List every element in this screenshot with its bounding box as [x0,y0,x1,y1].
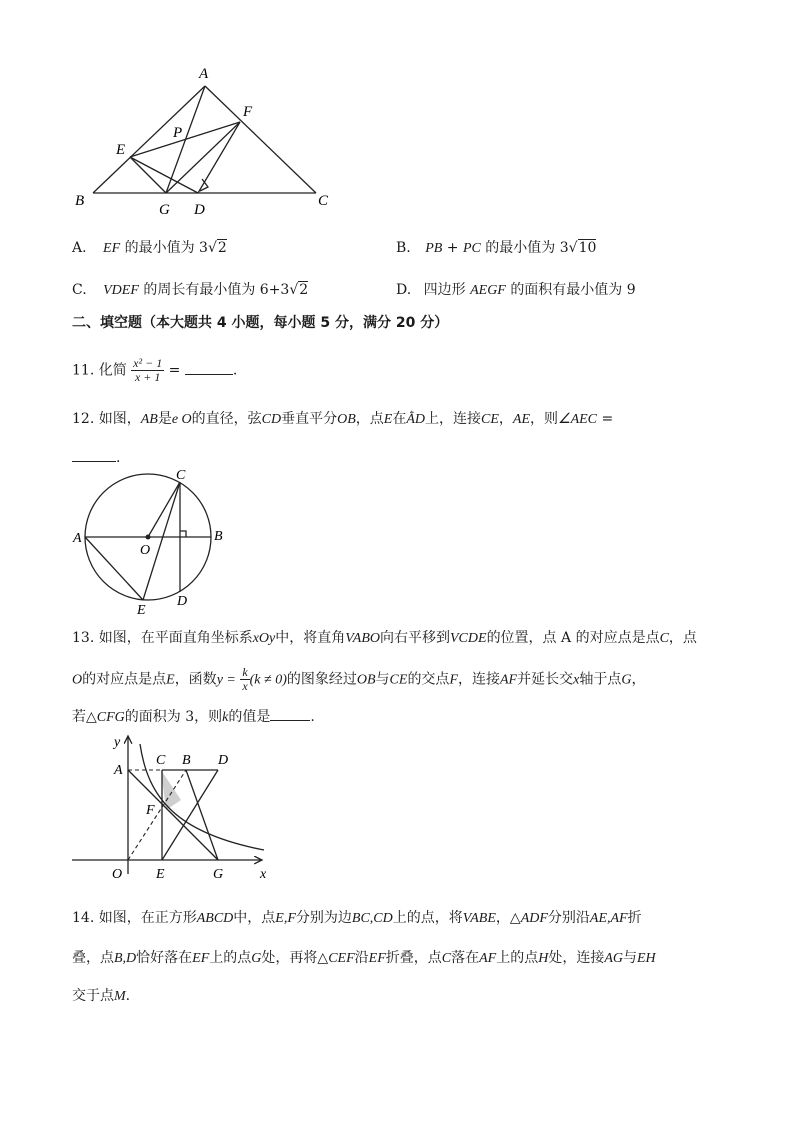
q12-var-ae: AE [512,412,531,427]
q13-text: 的对应点是点 [82,671,167,688]
q13-text: 如图，在平面直角坐标系 [98,630,253,646]
option-c-coef: 6+3 [259,282,290,298]
q12-var-ab: AB [140,412,158,427]
q14-var: M [114,989,126,1004]
q11-equals: = [168,362,181,379]
fig1-label-c: C [318,193,329,209]
fig2-label-d: D [177,594,188,609]
q13-text: 的面积为 3，则 [124,709,223,725]
fig2-label-e: E [137,603,146,616]
q13-text: ，函数 [174,671,217,688]
section-title: 二、填空题（本大题共 4 小题，每小题 5 分，满分 20 分） [72,315,449,331]
q14-var: EH [637,951,656,966]
q11-end: . [232,362,238,379]
option-d-var: AEGF [470,283,506,298]
option-a-var: EF [103,241,121,256]
q13-text: 的交点 [407,671,450,688]
fig1-label-a: A [199,66,209,82]
q12-text7: 上，连接 [425,411,482,427]
option-b [396,238,596,259]
option-d [396,280,636,301]
q12-equals: = [601,411,614,427]
q11-text: 化简 [98,362,127,379]
q12-var-angle: ∠AEC [558,412,598,427]
fig3-label-d: D [218,753,229,768]
q13-text: 与 [375,671,390,688]
q13-var: E [166,672,175,688]
q12-text9: ，则 [530,411,559,427]
fig1-label-e: E [116,142,126,158]
fig1-label-d: D [194,202,205,218]
q14-text: ，△ [495,910,521,926]
q12-var-circle: e O [171,412,192,427]
option-c-radicand: 2 [299,282,309,298]
option-d-text1: 四边形 [423,282,466,298]
q13-number: 13. [72,630,95,646]
option-c-var: VDEF [103,283,139,298]
q14-text: 分别为边 [295,910,352,926]
q14-var: BC,CD [351,911,393,926]
option-c-text: 的周长有最小值为 [143,282,256,298]
q13-text: 若△ [72,709,97,725]
q14-var: AF [479,951,497,966]
q12-text8: ， [498,411,513,427]
q11-denominator: x + 1 [134,370,161,384]
q14-var: C [441,951,452,966]
q12-var-e: E [383,412,393,427]
q13-var: k [222,710,229,725]
q13-text: 的值是 [228,709,271,725]
q13-text: 的图象经过 [286,671,357,688]
q13-var: (k ≠ 0) [249,672,287,688]
q12-answer-blank[interactable] [72,447,116,462]
q13-var: xOy [252,631,276,646]
q14-var: ADF [520,911,548,926]
q14-text: 落在 [451,950,480,966]
q14-text: 与 [623,950,637,966]
q13-text: 中，将直角 [275,630,346,646]
q14-var: E,F [275,911,296,926]
fig1-label-g: G [159,202,170,218]
q13-text: 轴于点 [579,671,622,688]
q12-number: 12. [72,411,95,427]
q14-text: 沿 [354,950,369,966]
q13-var: CE [389,672,408,688]
q12-text4: 垂直平分 [281,411,338,427]
figure-coordinate [66,728,280,888]
fig3-label-f: F [146,803,155,818]
q12-var-cd: CD [261,412,282,427]
q13-text: ，点 [668,630,697,646]
q14-var: EF [192,951,210,966]
q11-number: 11. [72,362,95,379]
fig1-label-p: P [173,125,183,141]
option-c-tag: C. [72,282,87,298]
q13-text: 向右平移到 [380,630,450,646]
option-a-tag: A. [72,240,87,256]
q14-text: 恰好落在 [136,950,193,966]
sqrt-icon: √ [207,240,217,256]
option-a-coef: 3 [199,240,208,256]
fig2-label-b: B [214,529,223,544]
q14-text: 折叠，点 [385,950,442,966]
q12-var-ce: CE [481,412,499,427]
question-13-line-2 [72,666,645,693]
sqrt-icon: √ [568,240,578,256]
q13-var: AF [500,672,518,688]
fig3-label-b: B [182,753,191,768]
q12-end: . [116,450,121,466]
q11-answer-blank[interactable] [185,360,233,375]
figure-circle [66,466,236,616]
q13-text: 并延长交 [517,671,574,688]
question-11 [72,357,237,384]
question-14-line-3 [72,986,130,1007]
fig1-label-f: F [243,104,253,120]
fig2-label-o: O [140,543,151,558]
q13-var: G [621,672,632,688]
q13-frac-num: k [242,665,248,679]
q12-text1: 如图， [98,411,141,427]
q13-var: VABO [345,631,380,646]
q13-var: OB [356,672,376,688]
q14-var: EF [368,951,386,966]
q14-var: ABCD [196,911,234,926]
option-b-op: + [446,240,459,256]
q13-text: 的位置，点 A 的对应点是点 [486,630,660,646]
q12-text6: 在 [392,411,407,427]
q13-fraction [240,666,249,693]
question-14-line-2 [72,948,656,969]
q12-var-arc: ẰD [406,412,426,427]
q14-var: G [251,951,262,966]
q12-text5: ，点 [355,411,384,427]
question-12 [72,409,613,430]
q13-var: CFG [96,710,125,725]
option-b-coef: 3 [559,240,569,256]
q14-var: B,D [114,951,137,966]
q14-number: 14. [72,910,95,926]
q14-text: 叠，点 [72,950,114,966]
figure-triangle-abc [68,58,348,218]
question-13-line-1 [72,628,697,649]
q12-text2: 是 [157,411,172,427]
q13-frac-den: x [242,679,248,693]
q14-var: CEF [328,951,355,966]
question-14-line-1 [72,908,642,929]
q14-text: 上的点 [496,950,539,966]
option-b-var1: PB [425,241,443,256]
option-b-radicand: 10 [578,240,597,256]
q13-text: ， [631,671,646,688]
q13-var: O [72,672,83,688]
q13-var: VCDE [450,631,487,646]
fig2-label-c: C [176,468,186,483]
q14-var: AG [604,951,623,966]
q14-text: 折 [627,910,642,926]
fig3-label-y: y [114,735,121,750]
q11-numerator: x² − 1 [133,356,163,370]
option-b-text: 的最小值为 [485,240,556,256]
q14-text: 处，连接 [548,950,605,966]
option-a [72,238,227,259]
option-a-text: 的最小值为 [124,240,195,256]
q13-var: y = [216,672,236,688]
fig3-label-x: x [260,867,267,882]
fig2-label-a: A [73,531,82,546]
q14-text: 分别沿 [547,910,590,926]
q13-var: C [659,631,669,646]
q14-text: 上的点，将 [392,910,463,926]
fig3-label-a: A [114,763,123,778]
q13-end: . [310,709,315,725]
q14-var: VABE [462,911,496,926]
fig3-label-o: O [112,867,123,882]
q13-answer-blank[interactable] [270,706,310,721]
q13-var: F [449,672,458,688]
q14-text: 处，再将△ [261,950,329,966]
fig3-label-e: E [156,867,165,882]
option-d-value: 9 [626,282,636,298]
q14-text: 如图，在正方形 [98,910,197,926]
q13-text: ，连接 [458,671,500,688]
q12-text3: 的直径，弦 [191,411,262,427]
fig1-label-b: B [75,193,85,209]
q12-answer-line [72,447,120,468]
q11-fraction [131,357,164,384]
q12-var-ob: OB [337,412,356,427]
fig3-label-g: G [213,867,224,882]
q14-text: 交于点 [72,988,114,1004]
sqrt-icon: √ [289,282,299,298]
fig3-label-c: C [156,753,166,768]
option-d-tag: D. [396,282,412,298]
q14-end: . [125,988,131,1004]
q14-text: 上的点 [209,950,252,966]
q14-var: AE,AF [589,911,628,926]
option-a-radicand: 2 [217,240,227,256]
option-d-text2: 的面积有最小值为 [510,282,623,298]
q14-text: 中，点 [233,910,276,926]
q14-var: H [538,951,549,966]
q13-var: x [573,672,580,688]
option-b-tag: B. [396,240,411,256]
option-b-var2: PC [462,241,481,256]
option-c [72,280,308,301]
question-13-line-3 [72,706,315,728]
